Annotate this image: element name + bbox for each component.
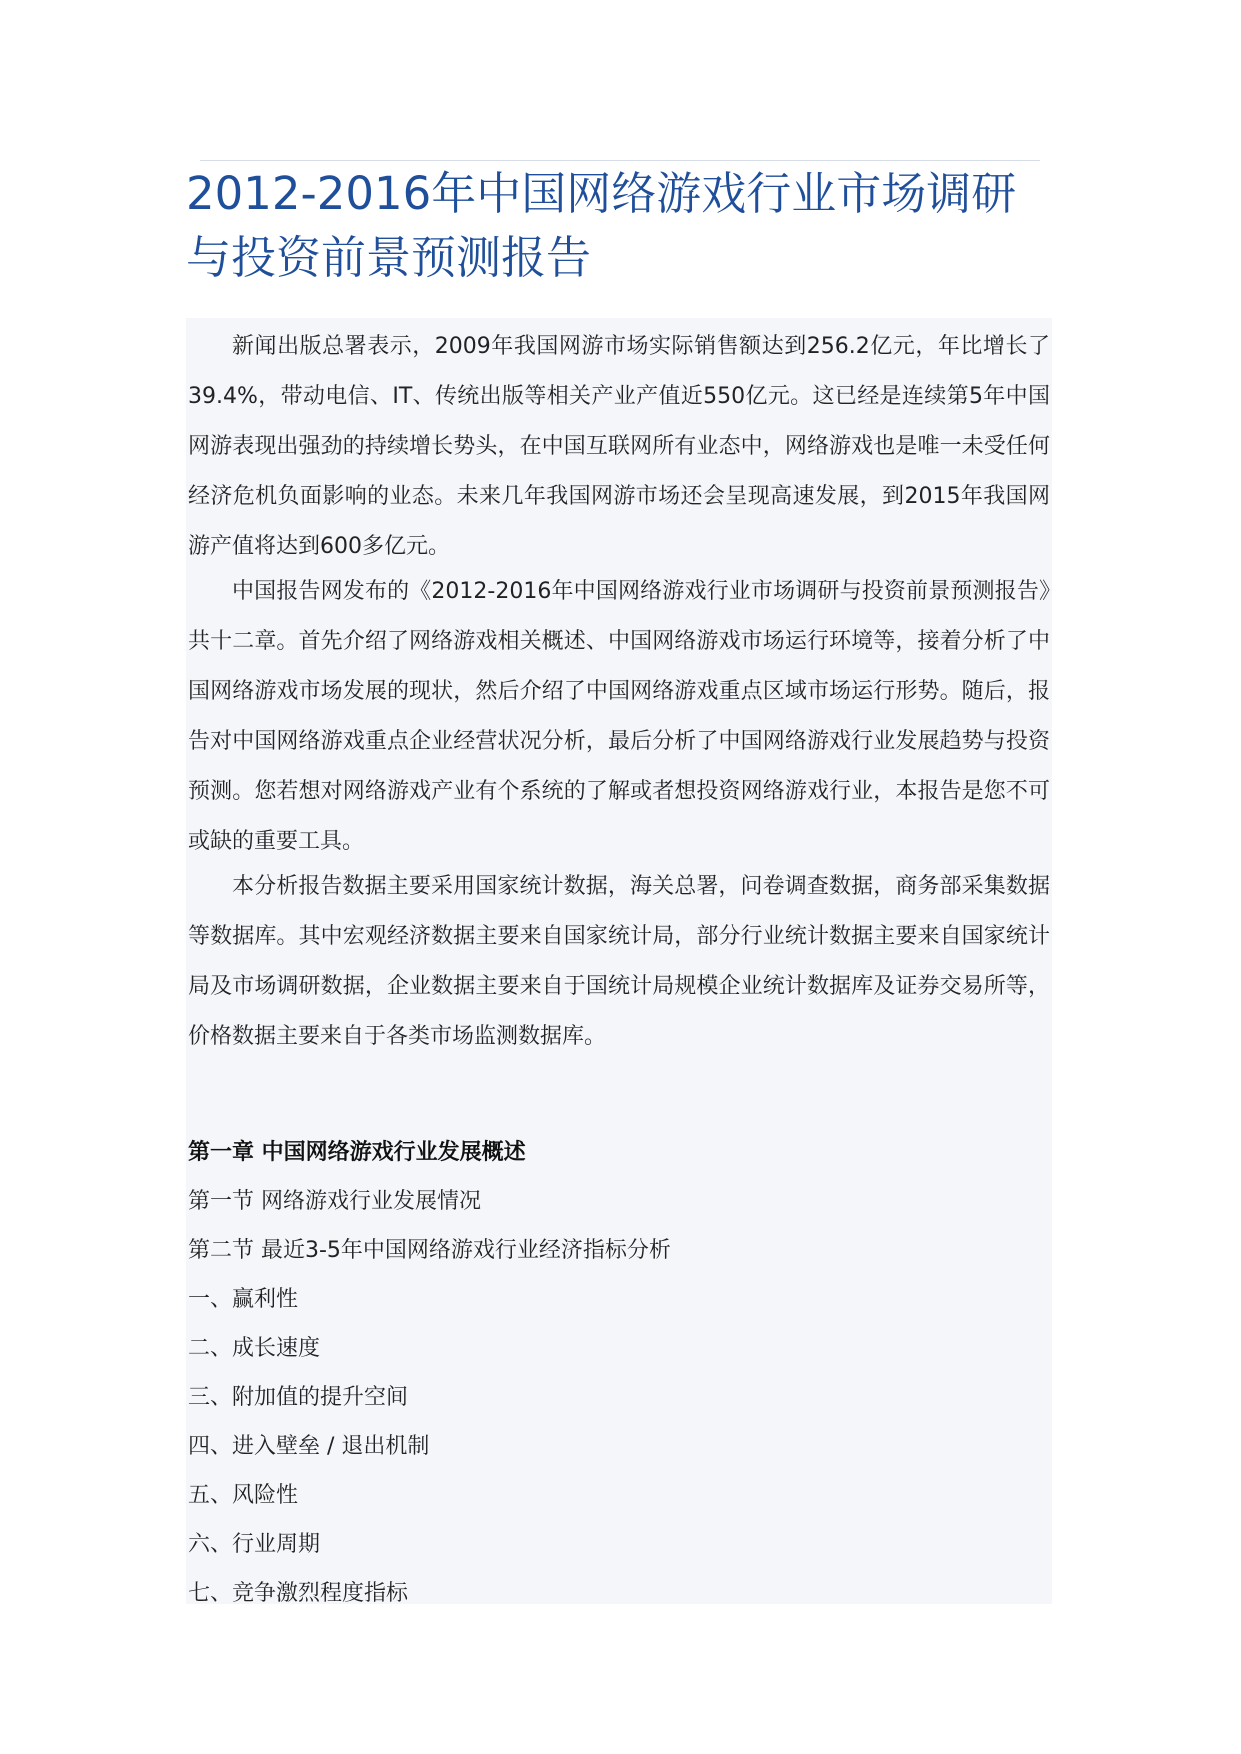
toc-chapter-1: 第一章 中国网络游戏行业发展概述 (188, 1140, 526, 1165)
toc-item: 第二节 最近3-5年中国网络游戏行业经济指标分析 (188, 1238, 671, 1263)
toc-item: 二、成长速度 (188, 1336, 321, 1361)
intro-paragraph: 新闻出版总署表示，2009年我国网游市场实际销售额达到256.2亿元，年比增长了39.4%，带动电信、IT、传统出版等相关产业产值近550亿元。这已经是连续第5年中国网游表现出强劲的持续增长势头，在中国互联网所有业态中，网络游戏也是唯一未受任何经济危机负面影响的业态。未来几年我国网游市场还会呈现高速发展，到2015年我国网游产值将达到600多亿元。 (188, 334, 1050, 559)
toc-item: 第一节 网络游戏行业发展情况 (188, 1189, 481, 1214)
toc-item: 四、进入壁垒 / 退出机制 (188, 1434, 430, 1459)
table-of-contents (188, 1128, 1048, 1618)
data-source-paragraph: 本分析报告数据主要采用国家统计数据，海关总署，问卷调查数据，商务部采集数据等数据库。其中宏观经济数据主要来自国家统计局，部分行业统计数据主要来自国家统计局及市场调研数据，企业数据主要来自于国统计局规模企业统计数据库及证券交易所等，价格数据主要来自于各类市场监测数据库。 (188, 874, 1050, 1049)
report-summary-paragraph: 中国报告网发布的《2012-2016年中国网络游戏行业市场调研与投资前景预测报告》共十二章。首先介绍了网络游戏相关概述、中国网络游戏市场运行环境等，接着分析了中国网络游戏市场发展的现状，然后介绍了中国网络游戏重点区域市场运行形势。随后，报告对中国网络游戏重点企业经营状况分析，最后分析了中国网络游戏行业发展趋势与投资预测。您若想对网络游戏产业有个系统的了解或者想投资网络游戏行业，本报告是您不可或缺的重要工具。 (188, 579, 1050, 854)
document-title: 2012-2016年中国网络游戏行业市场调研与投资前景预测报告 (186, 167, 1017, 284)
toc-item: 六、行业周期 (188, 1532, 321, 1557)
header-rule (200, 160, 1040, 161)
toc-item: 五、风险性 (188, 1483, 299, 1508)
toc-item: 七、竞争激烈程度指标 (188, 1581, 409, 1606)
toc-item: 一、赢利性 (188, 1287, 299, 1312)
toc-item: 三、附加值的提升空间 (188, 1385, 409, 1410)
